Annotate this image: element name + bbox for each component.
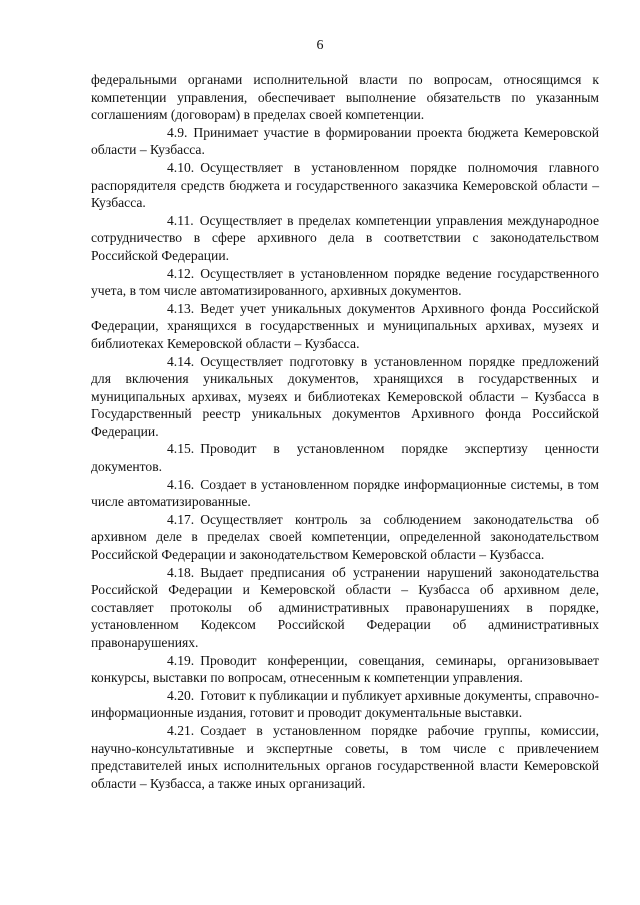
paragraph-text: Осуществляет контроль за соблюдением законодательства об архивном деле в пределах своей компетенции, определенной законодательством Российской Федерации и законодательством Кемеровской области – Кузбасса. xyxy=(91,511,599,563)
paragraph-number: 4.10. xyxy=(167,159,195,175)
paragraph-4-16 xyxy=(91,476,599,511)
paragraph-text: Ведет учет уникальных документов Архивного фонда Российской Федерации, хранящихся в государственных и муниципальных архивах, музеях и библиотеках Кемеровской области – Кузбасса. xyxy=(91,300,599,351)
paragraph-text: Осуществляет в пределах компетенции управления международное сотрудничество в сфере архивного дела в соответствии с законодательством Российской Федерации. xyxy=(91,212,599,263)
paragraph-text: Проводит в установленном порядке экспертизу ценности документов. xyxy=(91,441,599,475)
page-number: 6 xyxy=(316,38,324,53)
paragraph-number: 4.18. xyxy=(167,564,195,580)
paragraph-text: Готовит к публикации и публикует архивные документы, справочно-информационные издания, готовит и проводит документальные выставки. xyxy=(91,687,599,721)
paragraph-text: Создает в установленном порядке информационные системы, в том числе автоматизированные. xyxy=(91,476,599,510)
paragraph-4-21 xyxy=(91,722,599,792)
paragraph-text: Осуществляет в установленном порядке полномочия главного распорядителя средств бюджета и государственного заказчика Кемеровской области – Кузбасса. xyxy=(91,159,599,211)
paragraph-number: 4.14. xyxy=(167,353,195,369)
paragraph-4-18 xyxy=(91,564,599,652)
paragraph-number: 4.11. xyxy=(167,212,194,228)
paragraph-4-10 xyxy=(91,159,599,212)
paragraph-4-9 xyxy=(91,124,599,159)
paragraph-number: 4.19. xyxy=(167,652,195,668)
paragraph-text: Осуществляет в установленном порядке ведение государственного учета, в том числе автоматизированного, архивных документов. xyxy=(91,265,599,299)
paragraph-number: 4.17. xyxy=(167,511,195,527)
paragraph-4-11 xyxy=(91,212,599,265)
paragraph-text: Выдает предписания об устранении нарушений законодательства Российской Федерации и Кемеровской области – Кузбасса об архивном деле, составляет протоколы об административных правонарушениях в порядке, установленном Кодексом Российской Федерации об административных правонарушениях. xyxy=(91,564,599,650)
paragraph-number: 4.16. xyxy=(167,476,195,492)
paragraph-4-14 xyxy=(91,353,599,441)
paragraph-number: 4.9. xyxy=(167,124,188,140)
paragraph-text: Создает в установленном порядке рабочие группы, комиссии, научно-консультативные и экспертные советы, в том числе с привлечением представителей иных исполнительных органов государственной власти Кемеровской области – Кузбасса, а также иных организаций. xyxy=(91,722,599,791)
paragraph-4-19 xyxy=(91,652,599,687)
paragraph-text: Проводит конференции, совещания, семинары, организовывает конкурсы, выставки по вопросам, отнесенным к компетенции управления. xyxy=(91,652,599,686)
paragraph-text: Осуществляет подготовку в установленном порядке предложений для включения уникальных документов, хранящихся в государственных и муниципальных архивах, музеях и библиотеках Кемеровской области – Кузбасса в Государственный реестр уникальных документов Архивного фонда Российской Федерации. xyxy=(91,353,599,439)
paragraph-4-17 xyxy=(91,511,599,564)
paragraph-text: Принимает участие в формировании проекта бюджета Кемеровской области – Кузбасса. xyxy=(91,124,599,158)
paragraph-text: федеральными органами исполнительной власти по вопросам, относящимся к компетенции управления, обеспечивает выполнение обязательств по указанным соглашениям (договорам) в пределах своей компетенции. xyxy=(91,72,599,123)
paragraph-number: 4.13. xyxy=(167,300,195,316)
paragraph-number: 4.21. xyxy=(167,722,195,738)
paragraph-4-15 xyxy=(91,440,599,475)
paragraph-continuation xyxy=(91,71,599,124)
paragraph-4-12 xyxy=(91,265,599,300)
paragraph-number: 4.20. xyxy=(167,687,195,703)
paragraph-number: 4.12. xyxy=(167,265,195,281)
paragraph-4-20 xyxy=(91,687,599,722)
paragraph-number: 4.15. xyxy=(167,441,195,457)
paragraph-4-13 xyxy=(91,300,599,353)
document-body xyxy=(91,71,599,792)
